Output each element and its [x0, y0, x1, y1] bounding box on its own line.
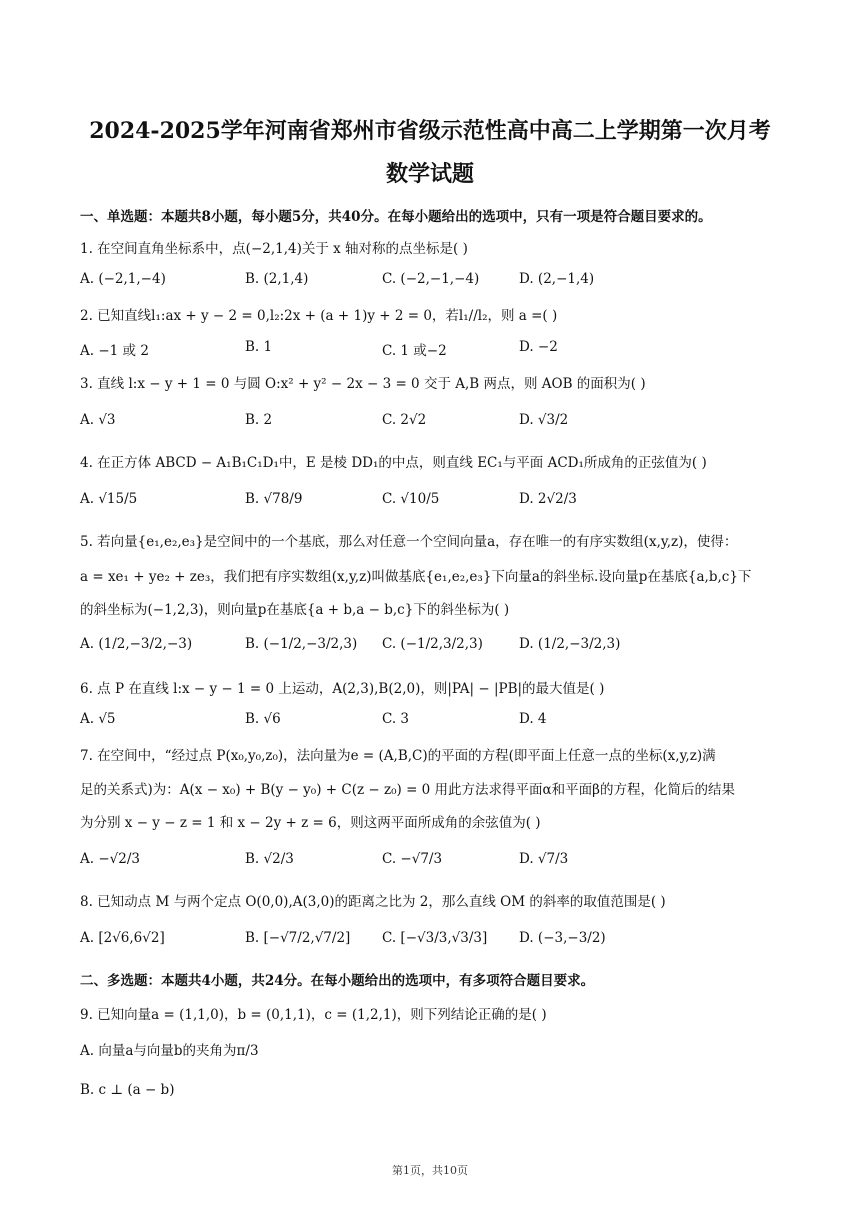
option-b: B. 2: [245, 412, 273, 428]
page-footer: 第1页，共10页: [392, 1164, 468, 1177]
section-single-choice: 一、单选题：本题共8小题，每小题5分，共40分。在每小题给出的选项中，只有一项是符合题目要求的。: [80, 209, 712, 225]
question-5-line-3: 的斜坐标为(−1,2,3)，则向量p在基底{a + b,a − b,c}下的斜坐标为( ): [80, 602, 510, 618]
option-a: A. √15/5: [80, 491, 138, 507]
option-c: C. (−2,−1,−4): [382, 271, 480, 287]
option-d: D. (2,−1,4): [519, 271, 595, 287]
option-d: D. √7/3: [519, 851, 569, 867]
option-a: A. [2√6,6√2]: [80, 930, 165, 946]
option-d: D. 2√2/3: [519, 491, 577, 507]
option-b: B. c ⊥ (a − b): [80, 1082, 175, 1098]
question-9: 9. 已知向量a = (1,1,0)，b = (0,1,1)，c = (1,2,1)，则下列结论正确的是( ): [80, 1007, 547, 1023]
question-8: 8. 已知动点 M 与两个定点 O(0,0),A(3,0)的距离之比为 2，那么直线 OM 的斜率的取值范围是( ): [80, 894, 666, 910]
option-a: A. 向量a与向量b的夹角为π/3: [80, 1043, 259, 1059]
option-a: A. √3: [80, 412, 116, 428]
option-c: C. 1 或−2: [382, 343, 447, 359]
page-subtitle: 数学试题: [385, 161, 474, 187]
question-2: 2. 已知直线l₁:ax + y − 2 = 0,l₂:2x + (a + 1)y + 2 = 0，若l₁//l₂，则 a =( ): [80, 308, 558, 324]
option-b: B. √78/9: [245, 491, 303, 507]
question-7-line-2: 足的关系式)为：A(x − x₀) + B(y − y₀) + C(z − z₀) = 0 用此方法求得平面α和平面β的方程，化简后的结果: [80, 782, 735, 798]
question-3: 3. 直线 l:x − y + 1 = 0 与圆 O:x² + y² − 2x − 3 = 0 交于 A,B 两点，则 AOB 的面积为( ): [80, 376, 646, 392]
question-6: 6. 点 P 在直线 l:x − y − 1 = 0 上运动，A(2,3),B(2,0)，则|PA| − |PB|的最大值是( ): [80, 681, 605, 697]
option-b: B. [−√7/2,√7/2]: [245, 930, 351, 946]
option-b: B. √6: [245, 711, 281, 727]
option-a: A. −√2/3: [80, 851, 140, 867]
question-7-line-3: 为分别 x − y − z = 1 和 x − 2y + z = 6，则这两平面所成角的余弦值为( ): [80, 815, 541, 831]
option-b: B. (2,1,4): [245, 271, 309, 287]
question-5-line-1: 5. 若向量{e₁,e₂,e₃}是空间中的一个基底，那么对任意一个空间向量a，存在唯一的有序实数组(x,y,z)，使得：: [80, 534, 738, 550]
option-c: C. √10/5: [382, 491, 440, 507]
option-d: D. −2: [519, 339, 558, 355]
option-a: A. (1/2,−3/2,−3): [80, 636, 193, 652]
option-d: D. (1/2,−3/2,3): [519, 636, 621, 652]
option-c: C. (−1/2,3/2,3): [382, 636, 483, 652]
option-d: D. (−3,−3/2): [519, 930, 606, 946]
option-d: D. 4: [519, 711, 547, 727]
option-c: C. 2√2: [382, 412, 427, 428]
section-multiple-choice: 二、多选题：本题共4小题，共24分。在每小题给出的选项中，有多项符合题目要求。: [80, 973, 595, 989]
option-c: C. 3: [382, 711, 410, 727]
question-4: 4. 在正方体 ABCD − A₁B₁C₁D₁中，E 是棱 DD₁的中点，则直线 EC₁与平面 ACD₁所成角的正弦值为( ): [80, 455, 707, 471]
option-b: B. √2/3: [245, 851, 294, 867]
option-a: A. −1 或 2: [80, 343, 149, 359]
question-1: 1. 在空间直角坐标系中，点(−2,1,4)关于 x 轴对称的点坐标是( ): [80, 241, 468, 257]
option-a: A. (−2,1,−4): [80, 271, 166, 287]
option-a: A. √5: [80, 711, 116, 727]
question-5-line-2: a = xe₁ + ye₂ + ze₃，我们把有序实数组(x,y,z)叫做基底{e₁,e₂,e₃}下向量a的斜坐标.设向量p在基底{a,b,c}下: [80, 569, 752, 585]
option-b: B. 1: [245, 339, 273, 355]
option-b: B. (−1/2,−3/2,3): [245, 636, 358, 652]
page-title: 2024-2025学年河南省郑州市省级示范性高中高二上学期第一次月考: [89, 118, 771, 144]
option-d: D. √3/2: [519, 412, 569, 428]
question-7-line-1: 7. 在空间中，“经过点 P(x₀,y₀,z₀)，法向量为e = (A,B,C)的平面的方程(即平面上任意一点的坐标(x,y,z)满: [80, 748, 716, 764]
option-c: C. −√7/3: [382, 851, 443, 867]
option-c: C. [−√3/3,√3/3]: [382, 930, 488, 946]
